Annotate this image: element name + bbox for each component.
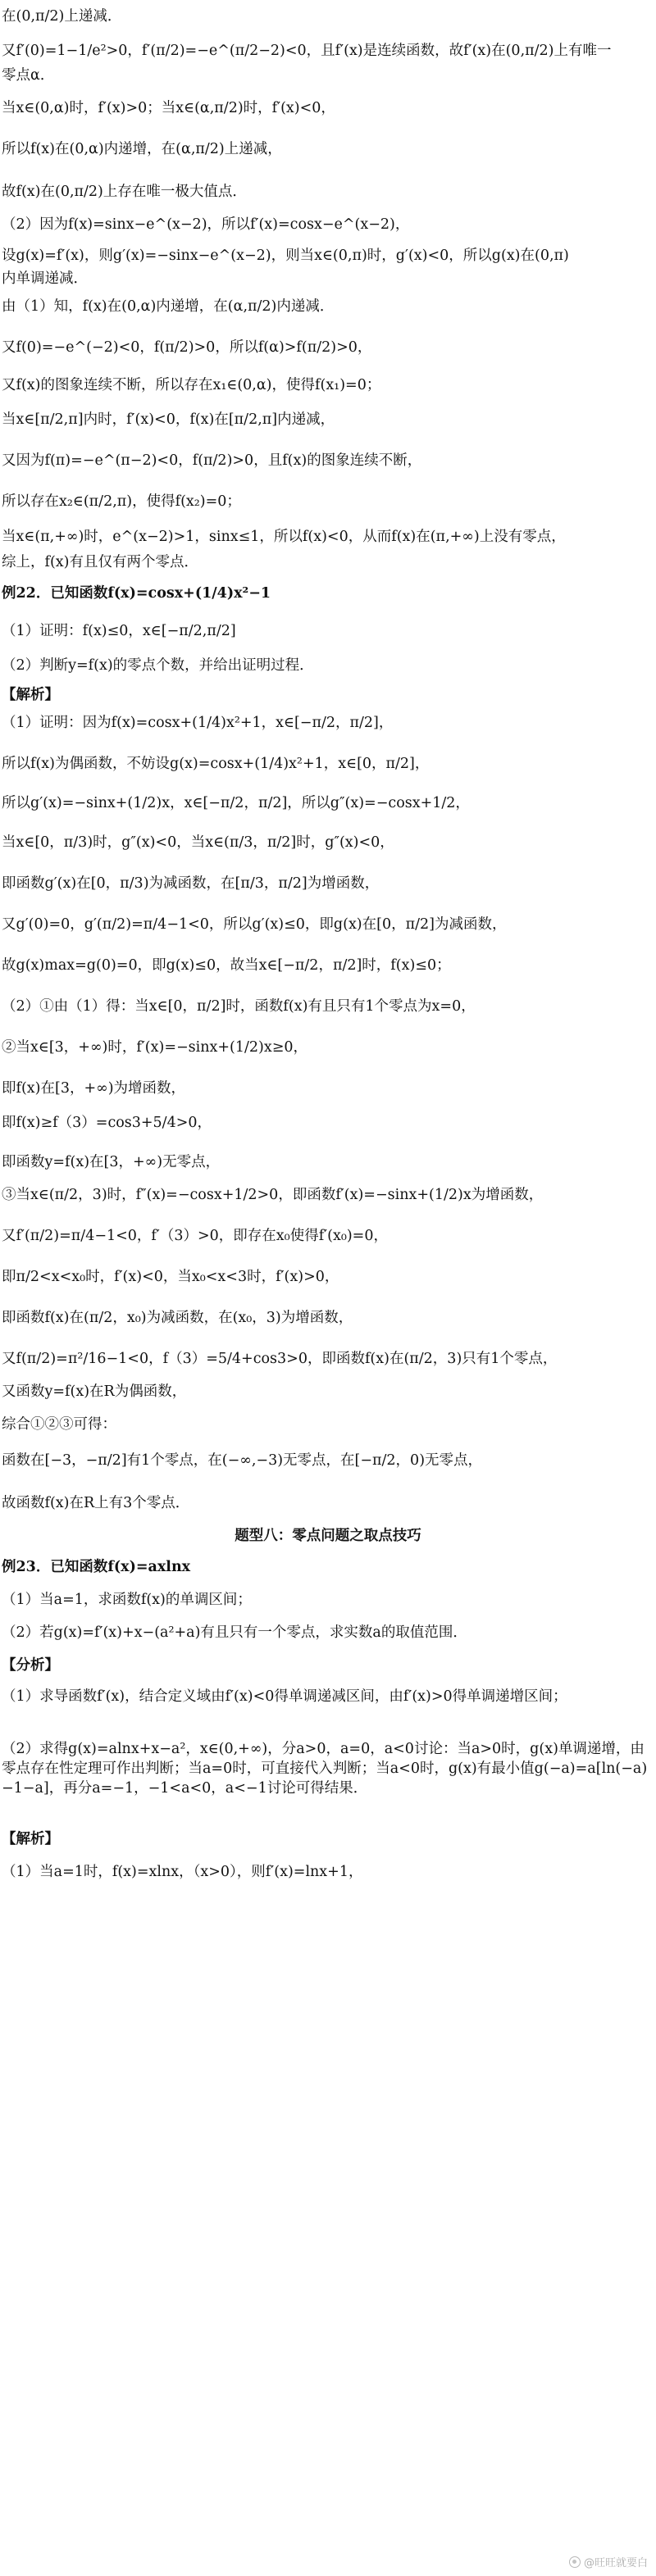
text-line: （2）若g(x)=f′(x)+x−(a²+a)有且只有一个零点，求实数a的取值范围． — [2, 1624, 467, 1641]
text-line: 故g(x)max=g(0)=0，即g(x)≤0，故当x∈[−π/2，π/2]时，f(x)≤0； — [2, 957, 451, 974]
text-line: 零点α． — [2, 67, 55, 84]
text-line: 又f(0)=−e^(−2)<0，f(π/2)>0，所以f(α)>f(π/2)>0， — [2, 339, 372, 356]
text-line: 综合①②③可得： — [2, 1416, 116, 1433]
text-line: 又f′(π/2)=π/4−1<0，f′（3）>0，即存在x₀使得f′(x₀)=0， — [2, 1228, 388, 1244]
text-line: 所以存在x₂∈(π/2,π)，使得f(x₂)=0； — [2, 493, 241, 510]
section-label: 【解析】 — [2, 1831, 59, 1847]
text-line: （2）因为f(x)=sinx−e^(x−2)，所以f′(x)=cosx−e^(x−2)， — [2, 216, 410, 233]
section-label: 【分析】 — [2, 1657, 59, 1674]
text-line: 又f(π/2)=π²/16−1<0，f（3）=5/4+cos3>0，即函数f(x)在(π/2，3)只有1个零点， — [2, 1351, 558, 1367]
text-line: 又f′(0)=1−1/e²>0，f′(π/2)=−e^(π/2−2)<0，且f′(x)是连续函数，故f′(x)在(0,π/2)上有唯一 — [2, 43, 612, 59]
text-line: 即f(x)在[3，+∞)为增函数， — [2, 1080, 186, 1097]
text-line: 所以g′(x)=−sinx+(1/2)x，x∈[−π/2，π/2]，所以g″(x)=−cosx+1/2， — [2, 795, 470, 811]
text-line: 故f(x)在(0,π/2)上存在唯一极大值点． — [2, 184, 247, 200]
text-line: （1）当a=1，求函数f(x)的单调区间； — [2, 1592, 252, 1608]
text-line: （1）证明：因为f(x)=cosx+(1/4)x²+1，x∈[−π/2，π/2]， — [2, 715, 394, 731]
text-line: 函数在[−3，−π/2]有1个零点，在(−∞,−3)无零点，在[−π/2，0)无零点， — [2, 1452, 483, 1469]
text-line: 即函数f(x)在(π/2，x₀)为减函数，在(x₀，3)为增函数， — [2, 1310, 353, 1326]
text-line: 当x∈(0,α)时，f′(x)>0；当x∈(α,π/2)时，f′(x)<0， — [2, 100, 335, 116]
text-line: （1）求导函数f′(x)，结合定义域由f′(x)<0得单调递减区间，由f′(x)>0得单调递增区间； — [2, 1688, 567, 1705]
text-line: 综上，f(x)有且仅有两个零点． — [2, 554, 199, 570]
text-line: 即函数g′(x)在[0，π/3)为减函数，在[π/3，π/2]为增函数， — [2, 875, 380, 892]
text-line: 即f(x)≥f（3）=cos3+5/4>0， — [2, 1115, 212, 1131]
watermark — [569, 2554, 648, 2569]
text-line: （2）判断y=f(x)的零点个数，并给出证明过程． — [2, 657, 314, 674]
section-title: 题型八：零点问题之取点技巧 — [235, 1528, 421, 1544]
text-line: 又因为f(π)=−e^(π−2)<0，f(π/2)>0，且f(x)的图象连续不断， — [2, 452, 422, 469]
camera-circle-icon — [569, 2556, 581, 2568]
text-line: 设g(x)=f′(x)，则g′(x)=−sinx−e^(x−2)，则当x∈(0,π)时，g′(x)<0，所以g(x)在(0,π) — [2, 248, 569, 264]
text-line: 即π/2<x<x₀时，f′(x)<0，当x₀<x<3时，f′(x)>0， — [2, 1269, 339, 1285]
text-line: （1）当a=1时，f(x)=xlnx，（x>0），则f′(x)=lnx+1， — [2, 1864, 363, 1880]
text-line: 在(0,π/2)上递减． — [2, 8, 122, 25]
text-line: （1）证明：f(x)≤0，x∈[−π/2,π/2] — [2, 623, 236, 639]
text-line: （2）求得g(x)=alnx+x−a²，x∈(0,+∞)，分a>0，a=0，a<0讨论：当a>0时，g(x)单调递增，由零点存在性定理可作出判断；当a=0时，可直接代入判断；当a<0时，g(x)有最小值g(−a)=a[ln(−a)−1−a]，再分a=−1，−1<a<0，a<−1讨论可得结果． — [2, 1741, 648, 1797]
text-line: 即函数y=f(x)在[3，+∞)无零点， — [2, 1154, 221, 1170]
text-line: 又g′(0)=0，g′(π/2)=π/4−1<0，所以g′(x)≤0，即g(x)在[0，π/2]为减函数， — [2, 916, 507, 933]
text-line: 当x∈[π/2,π]内时，f′(x)<0，f(x)在[π/2,π]内递减， — [2, 411, 335, 428]
section-label: 【解析】 — [2, 687, 59, 703]
text-line: 所以f(x)为偶函数，不妨设g(x)=cosx+(1/4)x²+1，x∈[0，π/2]， — [2, 756, 430, 772]
text-line: 当x∈[0，π/3)时，g″(x)<0，当x∈(π/3，π/2]时，g″(x)<0， — [2, 834, 394, 851]
text-line: 当x∈(π,+∞)时，e^(x−2)>1，sinx≤1，所以f(x)<0，从而f(x)在(π,+∞)上没有零点， — [2, 529, 566, 545]
text-line: 由（1）知，f(x)在(0,α)内递增，在(α,π/2)内递减． — [2, 298, 335, 315]
text-line: ②当x∈[3，+∞)时，f′(x)=−sinx+(1/2)x≥0， — [2, 1039, 308, 1056]
text-line: 又函数y=f(x)在R为偶函数， — [2, 1383, 187, 1400]
text-line: 故函数f(x)在R上有3个零点． — [2, 1495, 190, 1511]
text-line: 又f(x)的图象连续不断，所以存在x₁∈(0,α)，使得f(x₁)=0； — [2, 377, 381, 393]
watermark-text: @旺旺就要白 — [583, 2557, 648, 2569]
text-line: （2）①由（1）得：当x∈[0，π/2]时，函数f(x)有且只有1个零点为x=0， — [2, 998, 476, 1015]
text-line: ③当x∈(π/2，3)时，f″(x)=−cosx+1/2>0，即函数f′(x)=−sinx+(1/2)x为增函数， — [2, 1187, 544, 1203]
text-line: 所以f(x)在(0,α)内递增，在(α,π/2)上递减， — [2, 141, 282, 157]
example-heading: 例23．已知函数f(x)=axlnx — [2, 1559, 191, 1575]
example-heading: 例22．已知函数f(x)=cosx+(1/4)x²−1 — [2, 585, 271, 602]
text-line: 内单调递减． — [2, 270, 88, 287]
